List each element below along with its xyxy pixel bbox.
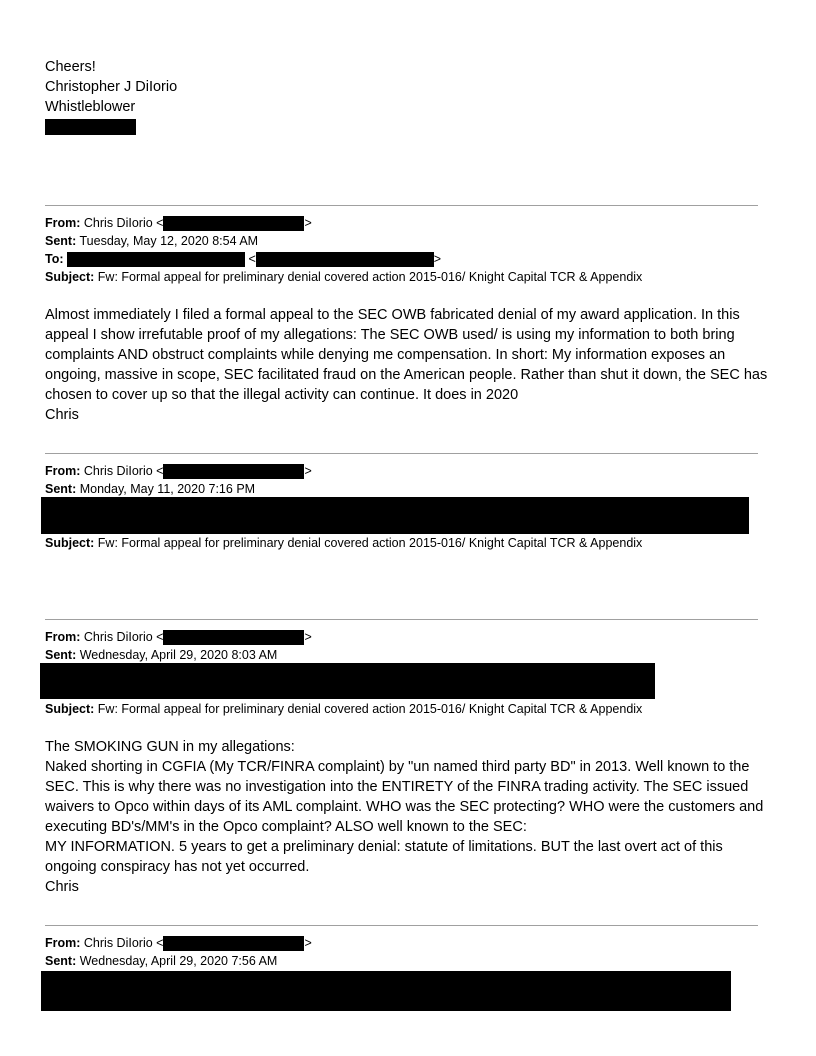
from-name: Chris DiIorio: [83, 936, 153, 950]
angle-close: >: [433, 252, 442, 266]
email-3-body: [45, 737, 770, 897]
sent-label: Sent:: [45, 234, 77, 248]
subject-label: Subject:: [45, 536, 95, 550]
angle-open: <: [156, 630, 164, 644]
body-paragraph: MY INFORMATION. 5 years to get a preliminary denial: statute of limitations. BUT the last overt act of this ongoing conspiracy has not yet occurred.: [45, 839, 723, 875]
signature-closing: Cheers!: [45, 59, 96, 75]
email-4-from-line: [45, 934, 312, 952]
redaction-email-address: [163, 936, 304, 951]
from-name: Chris DiIorio: [83, 630, 153, 644]
body-heading: The SMOKING GUN in my allegations:: [45, 739, 295, 755]
sent-date: Monday, May 11, 2020 7:16 PM: [79, 482, 256, 496]
subject-text: Fw: Formal appeal for preliminary denial covered action 2015-016/ Knight Capital TCR & Appendix: [97, 702, 643, 716]
sent-date: Wednesday, April 29, 2020 7:56 AM: [79, 954, 278, 968]
from-name: Chris DiIorio: [83, 216, 153, 230]
sent-label: Sent:: [45, 954, 77, 968]
sent-label: Sent:: [45, 648, 77, 662]
from-name: Chris DiIorio: [83, 464, 153, 478]
email-1-subject-line: [45, 268, 642, 286]
email-divider-4: [45, 925, 758, 926]
email-3-from-line: [45, 628, 312, 646]
angle-close: >: [304, 216, 312, 230]
email-divider-3: [45, 619, 758, 620]
angle-open: <: [156, 936, 164, 950]
angle-open: <: [156, 464, 164, 478]
body-paragraph: Almost immediately I filed a formal appeal to the SEC OWB fabricated denial of my award application. In this appeal I show irrefutable proof of my allegations: The SEC OWB used/ is using my information to both bring complaints AND obstruct complaints while denying me compensation. In short: My information exposes an ongoing, massive in scope, SEC facilitated fraud on the American people. Rather than shut it down, the SEC has chosen to cover up so that the illegal activity can continue. It does in 2020: [45, 307, 768, 403]
redaction-email-address: [163, 216, 304, 231]
redaction-recipient-email: [256, 252, 434, 267]
body-signoff: Chris: [45, 879, 79, 895]
sent-label: Sent:: [45, 482, 77, 496]
from-label: From:: [45, 464, 81, 478]
subject-label: Subject:: [45, 702, 95, 716]
redaction-signature-contact: [45, 119, 136, 135]
email-1-to-line: [45, 250, 441, 268]
signature-name: Christopher J DiIorio: [45, 79, 178, 95]
subject-text: Fw: Formal appeal for preliminary denial covered action 2015-016/ Knight Capital TCR & Appendix: [97, 536, 643, 550]
angle-close: >: [304, 464, 312, 478]
redaction-recipients-block: [40, 663, 655, 699]
email-divider-1: [45, 205, 758, 206]
email-3-sent-line: [45, 646, 277, 664]
email-3-subject-line: [45, 700, 642, 718]
angle-close: >: [304, 630, 312, 644]
redaction-recipients-block: [41, 971, 731, 1011]
sent-date: Wednesday, April 29, 2020 8:03 AM: [79, 648, 278, 662]
body-signoff: Chris: [45, 407, 79, 423]
from-label: From:: [45, 216, 81, 230]
body-paragraph: Naked shorting in CGFIA (My TCR/FINRA complaint) by "un named third party BD" in 2013. Well known to the SEC. This is why there was no investigation into the ENTIRETY of the FINRA trading activity. The SEC issued waivers to Opco within days of its AML complaint. WHO was the SEC protecting? WHO were the customers and executing BD's/MM's in the Opco complaint? ALSO well known to the SEC:: [45, 759, 764, 835]
email-1-from-line: [45, 214, 312, 232]
angle-open: <: [248, 252, 256, 266]
angle-open: <: [156, 216, 164, 230]
email-1-body: [45, 305, 770, 425]
subject-text: Fw: Formal appeal for preliminary denial covered action 2015-016/ Knight Capital TCR & Appendix: [97, 270, 643, 284]
email-divider-2: [45, 453, 758, 454]
email-4-sent-line: [45, 952, 277, 970]
from-label: From:: [45, 630, 81, 644]
email-1-sent-line: [45, 232, 258, 250]
redaction-recipient-name: [67, 252, 245, 267]
subject-label: Subject:: [45, 270, 95, 284]
signature-role: Whistleblower: [45, 99, 136, 115]
email-2-from-line: [45, 462, 312, 480]
to-label: To:: [45, 252, 64, 266]
from-label: From:: [45, 936, 81, 950]
email-2-sent-line: [45, 480, 255, 498]
redaction-email-address: [163, 464, 304, 479]
email-2-subject-line: [45, 534, 642, 552]
redaction-email-address: [163, 630, 304, 645]
redaction-recipients-block: [41, 497, 749, 534]
angle-close: >: [304, 936, 312, 950]
sent-date: Tuesday, May 12, 2020 8:54 AM: [79, 234, 259, 248]
